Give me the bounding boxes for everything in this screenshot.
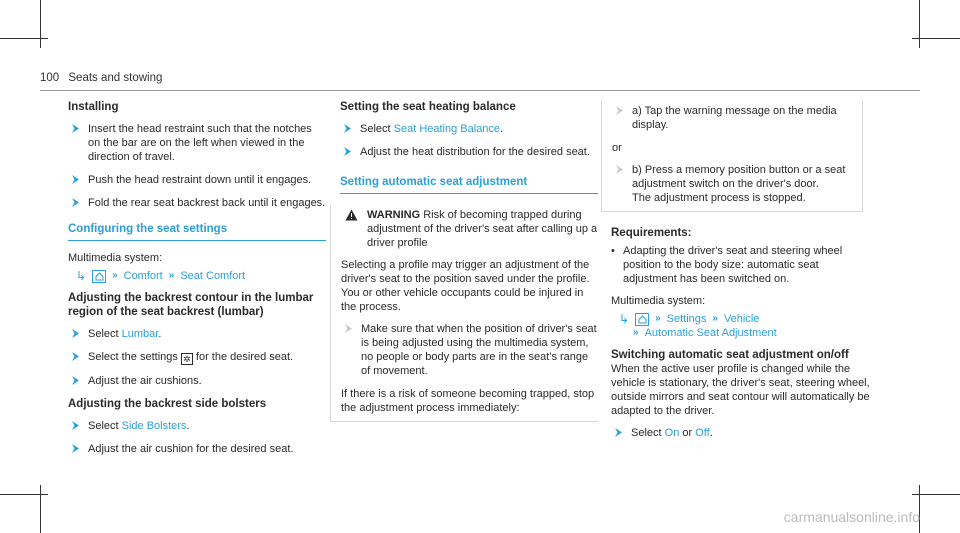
- watermark: carmanualsonline.info: [783, 509, 920, 525]
- installing-step-2: Push the head restraint down until it engages.: [68, 173, 326, 187]
- installing-heading: Installing: [68, 101, 119, 113]
- menu-path: [76, 269, 326, 283]
- home-icon[interactable]: [92, 270, 106, 283]
- switch-paragraph: When the active user profile is changed while the vehicle is stationary, the driver's seat, steering wheel, outside mirrors and seat contour will automatically be adapted to the driver.: [611, 363, 870, 417]
- installing-step-1: Insert the head restraint such that the notches on the bar are on the left when viewed in the direction of travel.: [68, 122, 326, 164]
- on-option[interactable]: On: [664, 427, 680, 439]
- home-icon[interactable]: [635, 313, 649, 326]
- config-heading: Configuring the seat settings: [68, 222, 326, 241]
- stop-steps-box: [601, 100, 863, 212]
- switch-step: Select On or Off.: [611, 426, 871, 440]
- return-arrow-icon: ↳: [76, 269, 87, 283]
- menu-comfort[interactable]: Comfort: [123, 270, 163, 282]
- seat-heating-balance-link[interactable]: Seat Heating Balance: [393, 123, 501, 135]
- warning-step: Make sure that when the position of driver's seat is being adjusted using the multimedia system, no people or body parts are in the seat's range of movement.: [341, 322, 598, 378]
- side-bolsters-link[interactable]: Side Bolsters: [121, 420, 187, 432]
- heating-heading: Setting the seat heating balance: [340, 101, 516, 113]
- double-chevron-icon: »: [655, 313, 661, 324]
- crop-mark: [912, 494, 960, 495]
- header-rule: [40, 90, 920, 91]
- crop-mark: [40, 485, 41, 533]
- section-title: Seats and stowing: [68, 72, 163, 84]
- warning-box: [330, 204, 598, 422]
- bolsters-heading: Adjusting the backrest side bolsters: [68, 398, 267, 410]
- or-text: or: [612, 142, 622, 154]
- crop-mark: [0, 38, 48, 39]
- stop-step-a: a) Tap the warning message on the media display.: [612, 104, 852, 132]
- auto-adjust-heading: Setting automatic seat adjustment: [340, 175, 598, 194]
- double-chevron-icon: »: [168, 270, 175, 281]
- switch-heading: Switching automatic seat adjustment on/off: [611, 349, 849, 361]
- column-middle: [340, 100, 598, 422]
- multimedia-label: Multimedia system:: [611, 295, 706, 307]
- crop-mark: [919, 0, 920, 48]
- return-arrow-icon: ↳: [619, 312, 630, 326]
- step-arrow-icon: [614, 105, 625, 116]
- crop-mark: [912, 38, 960, 39]
- step-arrow-icon: [70, 174, 81, 185]
- warning-paragraph: Selecting a profile may trigger an adjustment of the driver's seat to the position saved under the profile. You or other vehicle occupants could be injured in the process.: [341, 259, 590, 313]
- step-arrow-icon: [342, 123, 353, 134]
- off-option[interactable]: Off: [695, 427, 710, 439]
- double-chevron-icon: »: [712, 313, 718, 324]
- crop-mark: [0, 494, 48, 495]
- heating-step-1: Select Seat Heating Balance.: [340, 122, 598, 136]
- double-chevron-icon: »: [112, 270, 118, 281]
- step-arrow-icon: [70, 443, 81, 454]
- requirement-item: • Adapting the driver's seat and steering wheel position to the body size: automatic seat adjustment has been switched on.: [611, 244, 871, 286]
- bolsters-step-2: Adjust the air cushion for the desired seat.: [68, 442, 326, 456]
- step-arrow-icon: [613, 427, 624, 438]
- multimedia-label: Multimedia system:: [68, 252, 163, 264]
- step-arrow-icon: [70, 197, 81, 208]
- heating-step-2: Adjust the heat distribution for the desired seat.: [340, 145, 598, 159]
- trapped-paragraph: If there is a risk of someone becoming trapped, stop the adjustment process immediately:: [341, 388, 595, 414]
- page-number: 100: [40, 72, 60, 84]
- lumbar-step-1: Select Lumbar.: [68, 327, 326, 341]
- installing-step-3: Fold the rear seat backrest back until it engages.: [68, 196, 326, 210]
- lumbar-heading: Adjusting the backrest contour in the lumbar region of the seat backrest (lumbar): [68, 292, 314, 318]
- stop-step-b: b) Press a memory position button or a seat adjustment switch on the driver's door. The adjustment process is stopped.: [612, 163, 852, 205]
- step-arrow-icon: [343, 323, 354, 334]
- menu-path: [619, 312, 871, 340]
- lumbar-step-2: Select the settings ✲ for the desired seat.: [68, 350, 326, 365]
- menu-settings[interactable]: Settings: [666, 313, 707, 325]
- column-left: [68, 100, 326, 465]
- step-arrow-icon: [342, 146, 353, 157]
- double-chevron-icon: »: [633, 327, 639, 338]
- step-arrow-icon: [70, 375, 81, 386]
- warning-triangle-icon: [345, 209, 358, 225]
- menu-automatic-seat-adjustment[interactable]: Automatic Seat Adjustment: [644, 327, 777, 339]
- menu-vehicle[interactable]: Vehicle: [723, 313, 760, 325]
- step-arrow-icon: [70, 351, 81, 362]
- warning-header: WARNING Risk of becoming trapped during adjustment of the driver's seat after calling up a driver profile: [341, 208, 598, 250]
- step-arrow-icon: [70, 123, 81, 134]
- crop-mark: [40, 0, 41, 48]
- requirements-heading: Requirements:: [611, 227, 692, 239]
- lumbar-step-3: Adjust the air cushions.: [68, 374, 326, 388]
- menu-seat-comfort[interactable]: Seat Comfort: [180, 270, 246, 282]
- step-arrow-icon: [70, 328, 81, 339]
- settings-gear-icon[interactable]: ✲: [181, 353, 193, 365]
- bolsters-step-1: Select Side Bolsters.: [68, 419, 326, 433]
- lumbar-link[interactable]: Lumbar: [121, 328, 159, 340]
- page-header: [40, 72, 162, 84]
- step-arrow-icon: [614, 164, 625, 175]
- step-arrow-icon: [70, 420, 81, 431]
- column-right: [611, 100, 871, 449]
